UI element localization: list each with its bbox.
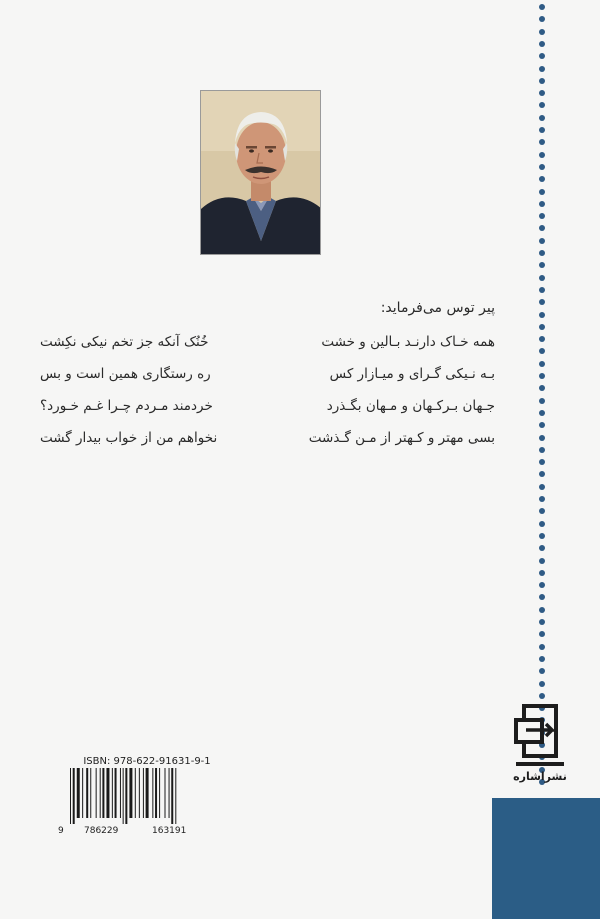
poem-couplet bbox=[40, 398, 495, 422]
spine-dot bbox=[539, 496, 545, 502]
spine-dot bbox=[539, 619, 545, 625]
poem-couplet bbox=[40, 334, 495, 358]
spine-dot bbox=[539, 262, 545, 268]
spine-dot bbox=[539, 176, 545, 182]
spine-dot bbox=[539, 29, 545, 35]
poem-hemistich-second: ره رستگاری همین است و بس bbox=[40, 366, 211, 382]
barcode-bar bbox=[171, 768, 173, 824]
spine-dot bbox=[539, 102, 545, 108]
spine-dot bbox=[539, 201, 545, 207]
barcode-bar bbox=[146, 768, 149, 818]
poem-couplet bbox=[40, 430, 495, 454]
spine-dot bbox=[539, 422, 545, 428]
barcode-bar bbox=[102, 768, 104, 818]
barcode-bar bbox=[70, 768, 71, 824]
spine-dot bbox=[539, 410, 545, 416]
spine-dot bbox=[539, 16, 545, 22]
spine-dot bbox=[539, 164, 545, 170]
spine-dot bbox=[539, 545, 545, 551]
spine-dot bbox=[539, 225, 545, 231]
spine-dot bbox=[539, 238, 545, 244]
spine-dot bbox=[539, 213, 545, 219]
publisher-logo-icon bbox=[512, 700, 568, 768]
author-portrait-image bbox=[201, 91, 321, 255]
spine-dot bbox=[539, 336, 545, 342]
barcode-bar bbox=[96, 768, 97, 818]
barcode-lead-digit: 9 bbox=[58, 826, 64, 836]
barcode-bar bbox=[175, 768, 176, 824]
spine-dot bbox=[539, 508, 545, 514]
barcode-bar bbox=[159, 768, 160, 818]
barcode-digits-right: 163191 bbox=[152, 826, 187, 836]
spine-dot bbox=[539, 361, 545, 367]
spine-dot bbox=[539, 459, 545, 465]
spine-dot bbox=[539, 398, 545, 404]
spine-dot bbox=[539, 324, 545, 330]
spine-dot bbox=[539, 471, 545, 477]
poem-intro: پیر توس می‌فرماید: bbox=[380, 300, 495, 316]
barcode-bar bbox=[115, 768, 117, 818]
poem-hemistich-second: خُنُک آنکه جز تخم نیکی نکِشت bbox=[40, 334, 209, 350]
barcode-bar bbox=[143, 768, 144, 818]
spine-dot bbox=[539, 312, 545, 318]
spine-dot bbox=[539, 41, 545, 47]
poem-couplet bbox=[40, 366, 495, 390]
barcode-bar bbox=[135, 768, 136, 818]
barcode-bar bbox=[152, 768, 153, 818]
poem-hemistich-first: بسی مهتر و کـهتر از مـن گـذشت bbox=[308, 430, 495, 446]
poem-hemistich-second: نخواهم من از خواب بیدار گشت bbox=[40, 430, 218, 446]
barcode-bar bbox=[155, 768, 157, 818]
barcode-bar bbox=[73, 768, 75, 824]
spine-dot bbox=[539, 558, 545, 564]
spine-dot bbox=[539, 127, 545, 133]
spine-dot bbox=[539, 189, 545, 195]
spine-dot bbox=[539, 139, 545, 145]
barcode-bar bbox=[165, 768, 166, 818]
spine-dot bbox=[539, 66, 545, 72]
spine-dot bbox=[539, 484, 545, 490]
barcode-bar bbox=[125, 768, 127, 824]
poem-hemistich-first: جـهان بـرکـهان و مـهان بگـذرد bbox=[326, 398, 495, 414]
accent-block bbox=[492, 798, 600, 919]
spine-dot bbox=[539, 299, 545, 305]
spine-dot bbox=[539, 90, 545, 96]
barcode-bar bbox=[112, 768, 113, 818]
spine-dot bbox=[539, 152, 545, 158]
poem-hemistich-first: همه خـاک دارنـد بـالین و خشت bbox=[321, 334, 495, 350]
spine-dot bbox=[539, 385, 545, 391]
publisher-name: نشراشاره bbox=[513, 770, 567, 783]
spine-dot bbox=[539, 447, 545, 453]
spine-dot bbox=[539, 607, 545, 613]
spine-dot bbox=[539, 115, 545, 121]
spine-dot bbox=[539, 594, 545, 600]
spine-dot bbox=[539, 681, 545, 687]
barcode-bar bbox=[86, 768, 88, 818]
spine-dot bbox=[539, 693, 545, 699]
spine-dot bbox=[539, 250, 545, 256]
spine-dot bbox=[539, 631, 545, 637]
poem-hemistich-first: بـه نـیکی گـرای و میـازار کس bbox=[329, 366, 495, 382]
spine-dot bbox=[539, 78, 545, 84]
poem-hemistich-second: خردمند مـردم چـرا غـم خـورد؟ bbox=[40, 398, 213, 414]
spine-dot bbox=[539, 275, 545, 281]
dotted-spine-line bbox=[539, 0, 547, 790]
spine-dot bbox=[539, 521, 545, 527]
barcode-bar bbox=[100, 768, 101, 818]
barcode-digits-left: 786229 bbox=[84, 826, 119, 836]
barcode-bar bbox=[77, 768, 80, 818]
barcode-bar bbox=[82, 768, 83, 818]
spine-dot bbox=[539, 4, 545, 10]
spine-dot bbox=[539, 533, 545, 539]
spine-dot bbox=[539, 644, 545, 650]
spine-dot bbox=[539, 53, 545, 59]
publisher-logo bbox=[512, 700, 568, 795]
spine-dot bbox=[539, 582, 545, 588]
barcode-bar bbox=[169, 768, 170, 818]
spine-dot bbox=[539, 570, 545, 576]
spine-dot bbox=[539, 668, 545, 674]
isbn-label: ISBN: 978-622-91631-9-1 bbox=[83, 756, 211, 767]
barcode-bar bbox=[123, 768, 124, 824]
author-photo bbox=[200, 90, 321, 255]
barcode-bar bbox=[90, 768, 91, 818]
spine-dot bbox=[539, 287, 545, 293]
barcode-bar bbox=[139, 768, 140, 818]
barcode-bar bbox=[120, 768, 121, 818]
spine-dot bbox=[539, 373, 545, 379]
barcode-bar bbox=[129, 768, 132, 818]
spine-dot bbox=[539, 348, 545, 354]
spine-dot bbox=[539, 435, 545, 441]
barcode-bar bbox=[106, 768, 109, 818]
spine-dot bbox=[539, 656, 545, 662]
isbn-barcode bbox=[66, 768, 206, 824]
